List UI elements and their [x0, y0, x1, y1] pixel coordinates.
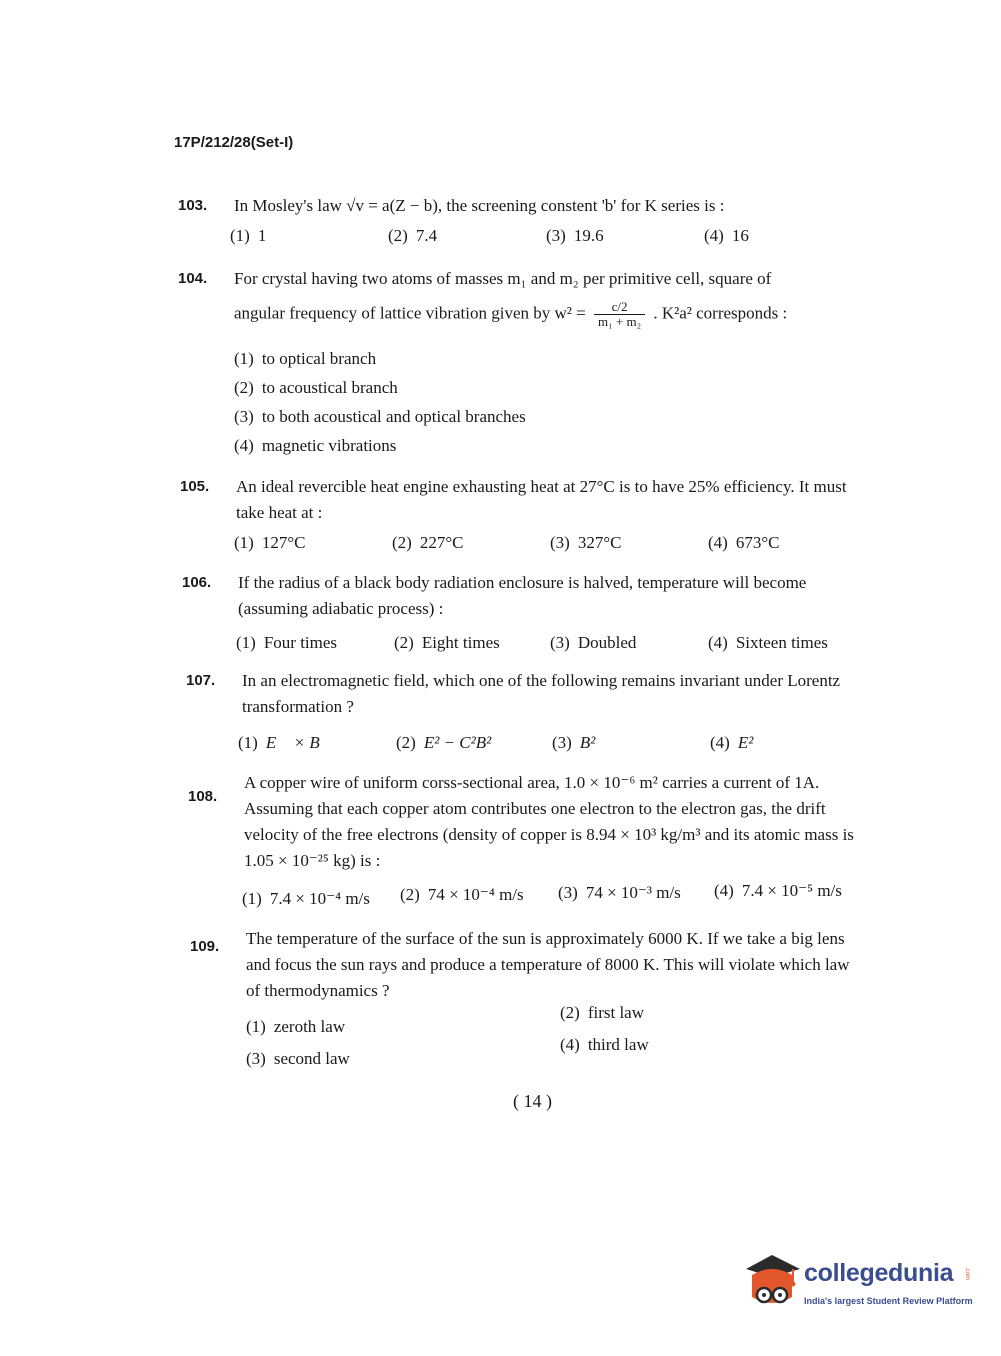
question-number: 107.	[186, 672, 216, 689]
question-103	[178, 193, 878, 253]
question-104	[178, 266, 878, 456]
option-1: (1) Four times	[236, 633, 338, 652]
document-code: 17P/212/28(Set-I)	[174, 134, 294, 151]
option-4: (4) third law	[560, 1035, 649, 1054]
option-3: (3) Doubled	[550, 633, 637, 652]
question-text: An ideal revercible heat engine exhausting heat at 27°C is to have 25% efficiency. It must take heat at :	[236, 477, 847, 522]
option-3: (3) to both acoustical and optical branches	[234, 407, 526, 426]
question-106	[182, 570, 882, 652]
question-number: 106.	[182, 574, 212, 591]
page-number: ( 14 )	[513, 1091, 552, 1111]
option-3: (3) 327°C	[550, 533, 622, 552]
option-4: (4) 16	[704, 226, 749, 245]
fraction: $\frac{c/2}{\text{m₁ + m₂}}$	[594, 300, 645, 329]
question-text: In Mosley's law √v = a(Z − b), the screening constent 'b' for K series is :	[234, 196, 725, 215]
question-number: 108.	[188, 788, 218, 805]
option-2: (2) 227°C	[392, 533, 464, 552]
brand-suffix: .com	[964, 1267, 970, 1281]
collegedunia-logo	[742, 1253, 972, 1317]
option-1: (1) 127°C	[234, 533, 306, 552]
question-text-line2: angular frequency of lattice vibration given by w² = $\frac{c/2}{\text{m₁ + m₂}}$ . K²a² corresponds :	[234, 299, 788, 329]
option-1: (1) to optical branch	[234, 349, 377, 368]
question-text-line1: For crystal having two atoms of masses m₁ and m₂ per primitive cell, square of	[234, 269, 772, 288]
question-text: In an electromagnetic field, which one of the following remains invariant under Lorentz transformation ?	[242, 671, 841, 716]
option-4: (4) 673°C	[708, 533, 780, 552]
option-1: (1) 7.4 × 10⁻⁴ m/s	[242, 889, 370, 908]
question-number: 103.	[178, 197, 208, 214]
question-107	[186, 668, 886, 758]
brand-name: collegedunia	[804, 1259, 954, 1287]
question-number: 104.	[178, 270, 208, 287]
question-number: 105.	[180, 478, 210, 495]
option-4: (4) 7.4 × 10⁻⁵ m/s	[714, 881, 842, 900]
option-4: (4) E²	[710, 733, 754, 752]
question-109	[190, 926, 890, 1066]
question-108	[188, 770, 888, 910]
option-1: (1) E⃗ × B⃗	[238, 733, 334, 752]
option-3: (3) second law	[246, 1049, 350, 1068]
question-text: A copper wire of uniform corss-sectional area, 1.0 × 10⁻⁶ m² carries a current of 1A. Assuming that each copper atom contributes one electron to the electron gas, the drift velocity of the free electrons (density of copper is 8.94 × 10³ kg/m³ and its atomic mass is 1.05 × 10⁻²⁵ kg) is :	[244, 773, 854, 870]
question-text: The temperature of the surface of the sun is approximately 6000 K. If we take a big lens and focus the sun rays and produce a temperature of 8000 K. This will violate which law of thermodynamics ?	[246, 929, 850, 1000]
option-2: (2) first law	[560, 1003, 645, 1022]
option-2: (2) Eight times	[394, 633, 500, 652]
question-text: If the radius of a black body radiation enclosure is halved, temperature will become (assuming adiabatic process) :	[238, 573, 807, 618]
brand-tagline: India's largest Student Review Platform	[804, 1296, 973, 1306]
option-3: (3) 19.6	[546, 226, 604, 245]
option-2: (2) 7.4	[388, 226, 438, 245]
option-3: (3) 74 × 10⁻³ m/s	[558, 883, 681, 902]
option-2: (2) 74 × 10⁻⁴ m/s	[400, 885, 524, 904]
option-3: (3) B²	[552, 733, 596, 752]
option-4: (4) magnetic vibrations	[234, 436, 397, 455]
question-105	[180, 474, 880, 556]
option-4: (4) Sixteen times	[708, 633, 828, 652]
option-1: (1) zeroth law	[246, 1017, 346, 1036]
option-2: (2) to acoustical branch	[234, 378, 398, 397]
option-2: (2) E² − C²B²	[396, 733, 492, 752]
question-number: 109.	[190, 938, 220, 955]
option-1: (1) 1	[230, 226, 267, 245]
mascot-icon	[742, 1253, 802, 1317]
